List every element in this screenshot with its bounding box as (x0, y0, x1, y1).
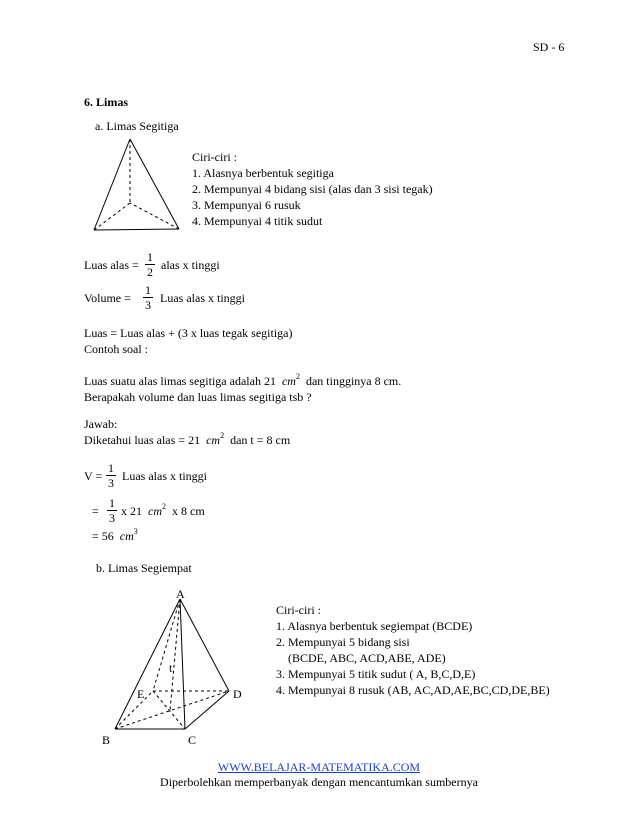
page-code: SD - 6 (533, 40, 565, 54)
fraction-denominator: 2 (147, 265, 153, 279)
luas-alas-formula: alas x tinggi (161, 258, 220, 272)
fraction-third (143, 284, 153, 311)
ciri-a-item: 4. Mempunyai 4 titik sudut (192, 214, 323, 228)
label-b: B (102, 733, 111, 747)
part-b-title: b. Limas Segiempat (96, 561, 192, 575)
luas-formula: Luas = Luas alas + (3 x luas tegak segitiga) (84, 326, 293, 340)
fraction-numerator: 1 (147, 250, 153, 264)
question-line-2: Berapakah volume dan luas limas segitiga tsb ? (84, 390, 312, 404)
jawab-label: Jawab: (84, 417, 118, 431)
ciri-b-title: Ciri-ciri : (276, 603, 321, 617)
ciri-b-item: 1. Alasnya berbentuk segiempat (BCDE) (276, 619, 473, 633)
ciri-a-item: 3. Mempunyai 6 rusuk (192, 198, 301, 212)
ciri-a-title: Ciri-ciri : (192, 150, 237, 164)
ciri-a-item: 2. Mempunyai 4 bidang sisi (alas dan 3 sisi tegak) (192, 182, 433, 196)
result-line: = 56 $cm^3$ (92, 527, 138, 543)
fraction-third: 1 3 (109, 496, 115, 525)
equals-sign: = (92, 504, 99, 518)
label-t: t (169, 661, 173, 675)
label-d: D (233, 687, 242, 701)
ciri-b-item: 4. Mempunyai 8 rusuk (AB, AC,AD,AE,BC,CD,DE,BE) (276, 683, 550, 697)
label-a: A (176, 587, 185, 601)
volume-formula: Luas alas x tinggi (160, 291, 245, 305)
footer-link-row (0, 760, 638, 774)
volume-label: Volume = (84, 291, 131, 305)
v-formula: Luas alas x tinggi (122, 469, 207, 483)
section-title: 6. Limas (84, 95, 129, 109)
ciri-b-item: 3. Mempunyai 5 titik sudut ( A, B,C,D,E) (276, 667, 476, 681)
diketahui-line: Diketahui luas alas = 21 $cm^2$ dan t = 8 cm (84, 431, 291, 447)
label-c: C (188, 733, 197, 747)
fraction-third: 1 3 (108, 461, 114, 490)
calc-line: x 21 $cm^2$ x 8 cm (121, 502, 205, 518)
triangular-pyramid-figure (88, 136, 184, 236)
ciri-a-item: 1. Alasnya berbentuk segitiga (192, 166, 334, 180)
square-pyramid-figure (88, 585, 263, 750)
ciri-b-item: 2. Mempunyai 5 bidang sisi (276, 635, 410, 649)
fraction-denominator: 3 (145, 298, 151, 312)
contoh-soal: Contoh soal : (84, 342, 149, 356)
ciri-b-item: (BCDE, ABC, ACD,ABE, ADE) (276, 651, 446, 665)
footer-note: Diperbolehkan memperbanyak dengan mencantumkan sumbernya (160, 775, 478, 789)
label-e: E (137, 687, 145, 701)
website-link[interactable]: WWW.BELAJAR-MATEMATIKA.COM (217, 760, 421, 774)
fraction-numerator: 1 (145, 283, 151, 297)
v-label: V = (84, 469, 103, 483)
part-a-title: a. Limas Segitiga (95, 119, 179, 133)
luas-alas-label: Luas alas = (84, 258, 139, 272)
question-line-1: Luas suatu alas limas segitiga adalah 21 $cm^2$ dan tingginya 8 cm. (84, 372, 402, 388)
fraction-half (145, 251, 155, 278)
